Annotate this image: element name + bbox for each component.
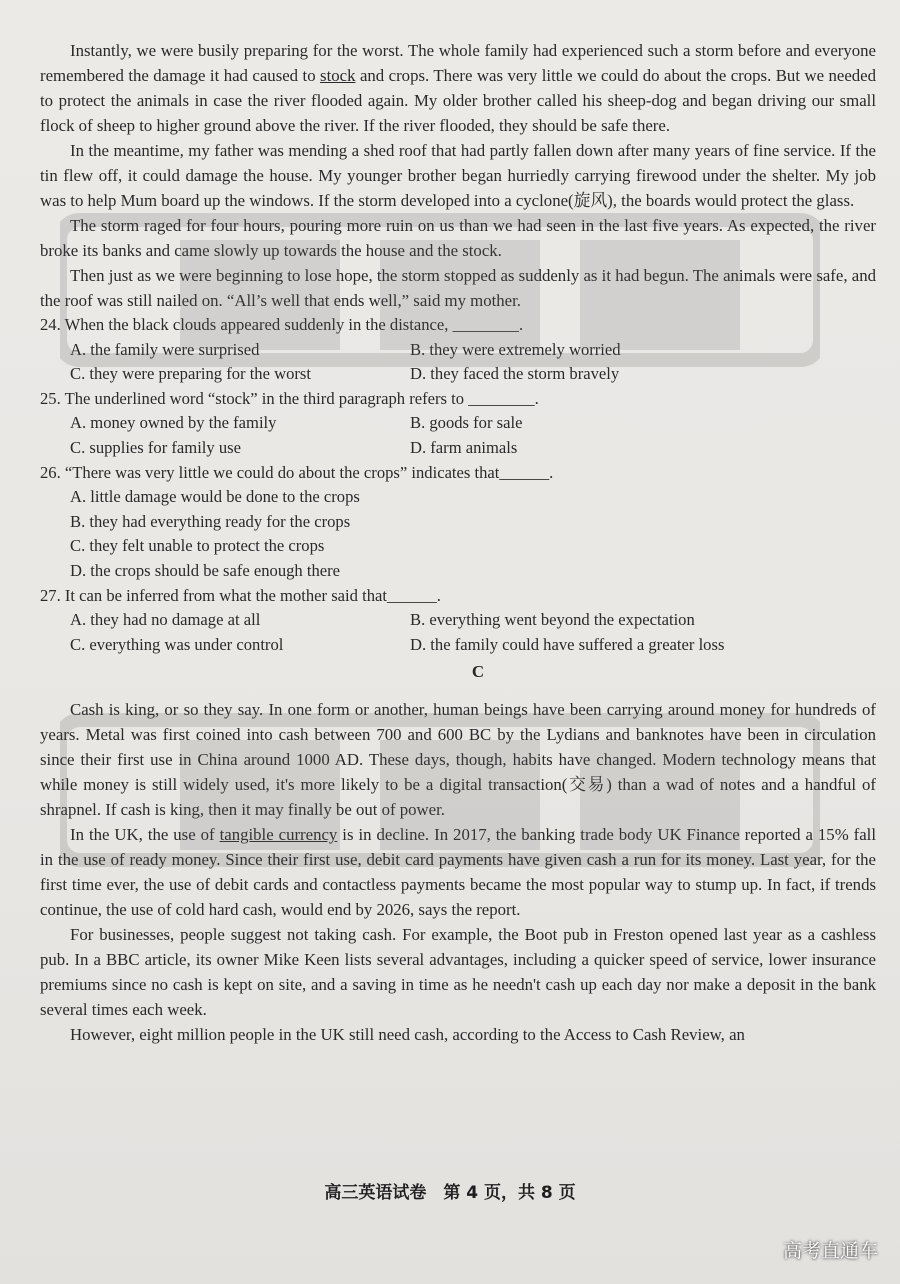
q25-option-b: B. goods for sale <box>410 413 523 433</box>
q24-option-d: D. they faced the storm bravely <box>410 364 620 384</box>
q25-option-d: D. farm animals <box>410 437 518 457</box>
q27-option-a: A. they had no damage at all <box>70 610 261 630</box>
question-25-options <box>40 411 876 460</box>
q26-option-b: B. they had everything ready for the crops <box>70 511 351 531</box>
q24-option-a: A. the family were surprised <box>70 339 260 359</box>
question-24-stem: 24. When the black clouds appeared suddenly in the distance, ________. <box>40 315 524 334</box>
passage-b-paragraph-4: Then just as we were beginning to lose hope, the storm stopped as suddenly as it had begun. The animals were safe, and the roof was still nailed on. “All’s well that ends well,” said my mother. <box>40 266 876 310</box>
q24-option-c: C. they were preparing for the worst <box>70 364 311 384</box>
question-27-options <box>40 608 876 657</box>
underlined-word-stock: stock <box>320 66 356 85</box>
page-footer: 高三英语试卷 第 4 页，共 8 页 <box>324 1183 576 1203</box>
q27-option-c: C. everything was under control <box>70 634 284 654</box>
question-24-options <box>40 338 876 387</box>
q27-option-b: B. everything went beyond the expectation <box>410 610 695 630</box>
q25-option-a: A. money owned by the family <box>70 413 277 433</box>
question-26-stem: 26. “There was very little we could do about the crops” indicates that______. <box>40 462 554 482</box>
q24-option-b: B. they were extremely worried <box>410 339 621 359</box>
passage-c-paragraph-3: For businesses, people suggest not taking cash. For example, the Boot pub in Freston opened last year as a cashless pub. In a BBC article, its owner Mike Keen lists several advantages, including a quicker speed of service, lower insurance premiums since no cash is kept on site, and a saving in time as he needn't cash up each day nor make a deposit in the bank several times each week. <box>40 925 876 1020</box>
passage-c-paragraph-2: In the UK, the use of tangible currency is in decline. In 2017, the banking trade body UK Finance reported a 15% fall in the use of ready money. Since their first use, debit card payments have given cash a run for its money. Last year, for the first time ever, the use of debit cards and contactless payments became the most popular way to stump up. In fact, if trends continue, the use of cold hard cash, would end by 2026, says the report. <box>40 825 877 920</box>
passage-b-paragraph-2: In the meantime, my father was mending a shed roof that had partly fallen down after many years of fine service. If the tin flew off, it could damage the house. My younger brother began hurriedly carrying firewood under the shelter. My job was to help Mum board up the windows. If the storm developed into a cyclone(旋风), the boards would protect the glass. <box>40 141 876 210</box>
passage-b-paragraph-1: Instantly, we were busily preparing for the worst. The whole family had experienced such a storm before and everyone remembered the damage it had caused to stock and crops. There was very little we could do about the crops. But we needed to protect the animals in case the river flooded again. My older brother called his sheep-dog and began driving our small flock of sheep to higher ground above the river. If the river flooded, they should be safe there. <box>40 41 876 135</box>
question-27-stem: 27. It can be inferred from what the mother said that______. <box>40 585 441 605</box>
passage-b-paragraph-3: The storm raged for four hours, pouring more ruin on us than we had seen in the last five years. As expected, the river broke its banks and came slowly up towards the house and the stock. <box>40 216 876 260</box>
q26-option-a: A. little damage would be done to the crops <box>70 487 360 507</box>
underlined-phrase-tangible-currency: tangible currency <box>219 825 338 845</box>
q26-option-c: C. they felt unable to protect the crops <box>70 536 325 556</box>
question-25-stem: 25. The underlined word “stock” in the third paragraph refers to ________. <box>40 388 539 408</box>
q26-option-d: D. the crops should be safe enough there <box>70 560 341 580</box>
passage-c-paragraph-4: However, eight million people in the UK still need cash, according to the Access to Cash Review, an <box>70 1025 745 1045</box>
q25-option-c: C. supplies for family use <box>70 437 241 457</box>
passage-c-paragraph-1: Cash is king, or so they say. In one form or another, human beings have been carrying around money for hundreds of years. Metal was first coined into cash between 700 and 600 BC by the Lydians and banknotes have been in circulation since their first use in China around 1000 AD. These days, though, habits have changed. Modern technology means that while money is still widely used, it's more likely to be a digital transaction(交易) than a wad of notes and a handful of shrapnel. If cash is king, then it may finally be out of power. <box>40 700 876 820</box>
q27-option-d: D. the family could have suffered a greater loss <box>410 634 725 654</box>
question-26-options <box>40 485 876 583</box>
section-c-heading: C <box>471 662 485 682</box>
watermark-text: 高考直通车 <box>782 1240 878 1262</box>
